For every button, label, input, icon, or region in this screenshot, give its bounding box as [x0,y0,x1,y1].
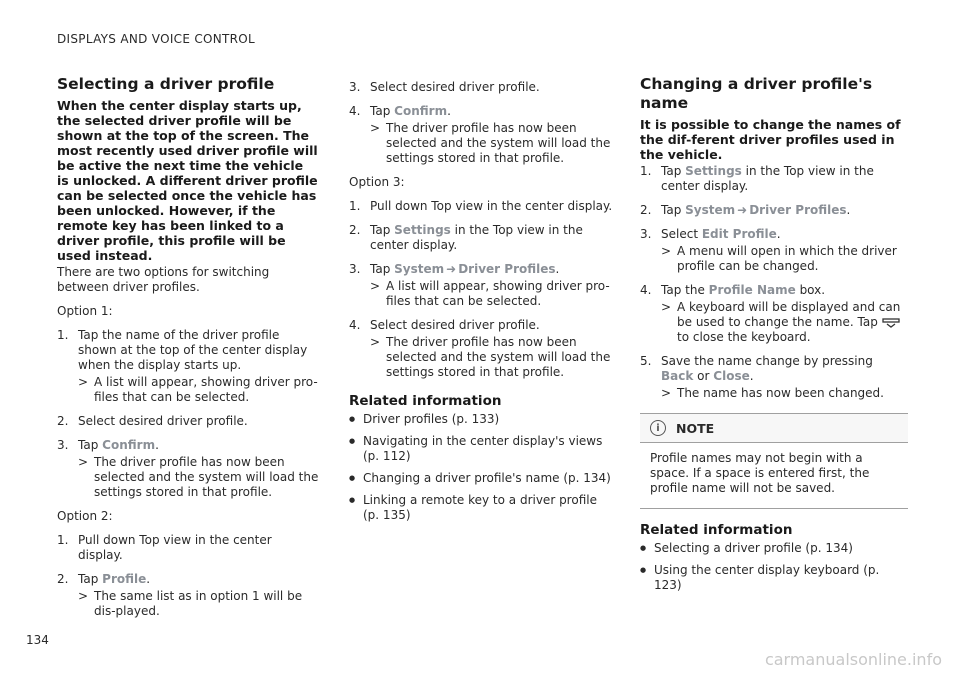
profile-name-ui-label: Profile Name [708,283,796,297]
profile-ui-label: Profile [102,572,147,586]
bullet-icon: ● [640,566,647,574]
settings-ui-label: Settings [394,223,451,237]
bullet-icon: ● [349,437,356,445]
related-link[interactable]: ● Selecting a driver profile (p. 134) [640,541,853,555]
column-3 [640,75,908,600]
confirm-ui-label: Confirm [102,438,156,452]
related-link[interactable]: ● Driver profiles (p. 133) [349,412,500,426]
result-3: > The driver profile has now been selected and the system will load the settings stored in that profile. [78,455,319,499]
arrow-right-icon: ➜ [446,262,457,276]
step-3: 3. Select Edit Profile. [640,227,781,241]
step-4: 4. Tap the Profile Name box. [640,283,826,297]
edit-profile-ui-label: Edit Profile [701,227,777,241]
result-1: > A list will appear, showing driver pro-files that can be selected. [78,375,318,404]
step-3: 3. Tap Confirm. [57,438,159,452]
info-icon: i [650,420,666,436]
related-link[interactable]: ● Linking a remote key to a driver profile (p. 135) [349,493,597,522]
step-o3-1: 1. Pull down Top view in the center display. [349,199,613,213]
close-ui-label: Close [713,369,750,383]
page-header: DISPLAYS AND VOICE CONTROL [57,32,256,46]
option-1-label: Option 1: [57,304,113,318]
result-o2-4: > The driver profile has now been selected and the system will load the settings stored in that profile. [370,121,611,165]
settings-ui-label: Settings [685,164,742,178]
related-link[interactable]: ● Using the center display keyboard (p. 123) [640,563,880,592]
option-2-label: Option 2: [57,509,113,523]
step-o2-4: 4. Tap Confirm. [349,104,451,118]
step-1: 1. Tap Settings in the Top view in the center display. [640,164,874,193]
confirm-ui-label: Confirm [394,104,448,118]
watermark: carmanualsonline.info [764,650,942,669]
system-ui-label: System [685,203,736,217]
step-5: 5. Save the name change by pressing Back or Close. [640,354,873,383]
step-o3-2: 2. Tap Settings in the Top view in the center display. [349,223,583,252]
result-5: > The name has now been changed. [661,386,884,400]
step-o2-3: 3. Select desired driver profile. [349,80,540,94]
bullet-icon: ● [349,474,356,482]
step-o3-4: 4. Select desired driver profile. [349,318,540,332]
intro-text: There are two options for switching between driver profiles. [57,265,270,294]
keyboard-close-icon [882,318,900,328]
arrow-right-icon: ➜ [737,203,748,217]
back-ui-label: Back [661,369,694,383]
result-o3-3: > A list will appear, showing driver pro-files that can be selected. [370,279,610,308]
step-2: 2. Tap System ➜ Driver Profiles. [640,203,851,217]
note-body: Profile names may not begin with a space. If a space is entered first, the profile name will not be saved. [650,451,870,495]
result-4: > A keyboard will be displayed and can be used to change the name. Tap to close the keyboard. [661,300,901,344]
step-1: 1. Tap the name of the driver profile shown at the top of the center display when the display starts up. [57,328,308,372]
related-info-title: Related information [349,393,502,409]
step-o2-1: 1. Pull down Top view in the center display. [57,533,272,562]
related-link[interactable]: ● Navigating in the center display's views (p. 112) [349,434,603,463]
driver-profiles-ui-label: Driver Profiles [749,203,847,217]
related-link[interactable]: ● Changing a driver profile's name (p. 134) [349,471,611,485]
result-o3-4: > The driver profile has now been selected and the system will load the settings stored in that profile. [370,335,611,379]
bullet-icon: ● [640,544,647,552]
result-3: > A menu will open in which the driver profile can be changed. [661,244,897,273]
lead-paragraph: When the center display starts up, the selected driver profile will be shown at the top of the screen. The most recently used driver profile will be active the next time the vehicle is unlocked. A different driver profile can be selected once the vehicle has been unlocked. However, if the remote key has been linked to a driver profile, this profile will be used instead. [57,98,318,263]
system-ui-label: System [394,262,445,276]
bullet-icon: ● [349,415,356,423]
step-o3-3: 3. Tap System ➜ Driver Profiles. [349,262,560,276]
lead-paragraph: It is possible to change the names of the dif-ferent driver profiles used in the vehicle. [640,117,901,162]
driver-profiles-ui-label: Driver Profiles [458,262,556,276]
page-number: 134 [26,633,49,647]
note-header: i NOTE [640,414,908,443]
note-box [640,413,908,509]
option-3-label: Option 3: [349,175,405,189]
bullet-icon: ● [349,496,356,504]
section-title-selecting: Selecting a driver profile [57,75,275,93]
related-info-title: Related information [640,522,793,538]
column-1 [57,75,319,628]
step-o2-2: 2. Tap Profile. [57,572,151,586]
section-title-changing: Changing a driver profile's name [640,75,873,112]
result-o2-2: > The same list as in option 1 will be dis-played. [78,589,303,618]
column-2 [349,80,614,530]
step-2: 2. Select desired driver profile. [57,414,248,428]
